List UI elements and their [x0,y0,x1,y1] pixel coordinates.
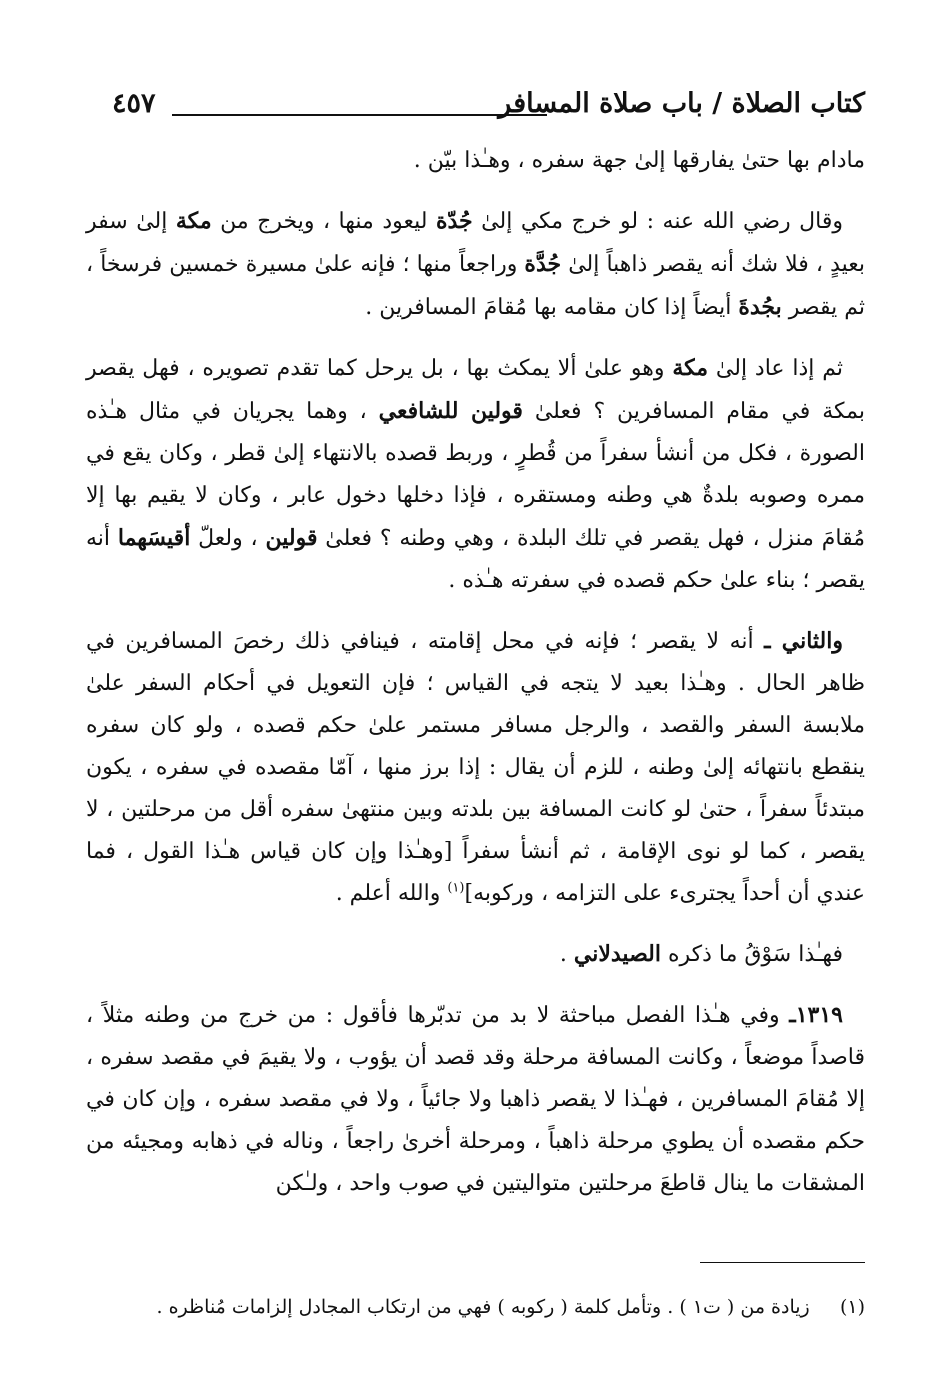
text-run: . [559,942,574,967]
paragraph-5 [86,933,865,976]
header-title: كتاب الصلاة / باب صلاة المسافر [498,88,865,119]
bold-term: مكة [175,208,212,234]
bold-term: بجُدةَ [738,294,782,320]
text-run: ليعود منها ، ويخرج من [211,209,436,234]
paragraph-1 [86,140,865,182]
bold-term: جُدَّة [524,251,562,277]
running-header [112,88,865,128]
paragraph-6 [86,994,865,1205]
text-run: وفي هـٰذا الفصل مباحثة لا بد من تدبّرها فأقول : من خرج من وطنه مثلاً ، قاصداً موضعاً ، وكانت المسافة مرحلة وقد قصد أن يؤوب ، ولا يقيمَ في مقصد سفره ، إلا مُقامَ المسافرين ، فهـٰذا لا يقصر ذاهبا ولا جائياً ، ولا في مقصد سفره ، وإن كان في حكم مقصده أن يطوي مرحلة ذاهباً ، ومرحلة أخرىٰ راجعاً ، وناله في ذهابه ومجيئه من المشقات ما ينال قاطعَ مرحلتين متواليتين في صوب واحد ، ولـٰكن [86,1003,865,1196]
text-run: أنه لا يقصر ؛ فإنه في محل إقامته ، فينافي ذلك رخصَ المسافرين في ظاهر الحال . وهـٰذا بعيد لا يتجه في القياس ؛ فإن التعويل في أحكام السفر علىٰ ملابسة السفر والقصد ، والرجل مسافر مستمر علىٰ حكم قصده ، ولو كان سفره ينقطع بانتهائه إلىٰ وطنه ، للزم أن يقال : إذا برز منها ، آمّا مقصده في سفره ، يكون مبتدئاً سفراً ، حتىٰ لو كانت المسافة بين بلدته وبين منتهىٰ سفره أقل من مرحلتين ، لا يقصر ، كما لو نوى الإقامة ، ثم أنشأ سفراً [وهـٰذا وإن كان قياس هـٰذا القول ، فما عندي أن أحداً يجترىء على التزامه ، وركوبه] [86,629,865,906]
text-run: مادام بها حتىٰ يفارقها إلىٰ جهة سفره ، وهـٰذا بيّن . [413,148,865,173]
text-run: أيضاً إذا كان مقامه بها مُقامَ المسافرين . [365,295,739,320]
text-run: ثم إذا عاد إلىٰ [708,356,843,381]
bold-term: مكة [672,355,709,381]
text-run: وقال رضي الله عنه : لو خرج مكي إلىٰ [472,209,843,234]
text-run: إلىٰ سفر بعيدٍ ، فلا شك أنه يقصر ذاهباً إلىٰ [86,209,866,277]
text-run: والله أعلم . [335,881,448,906]
paragraph-gap [86,182,865,200]
footnote-text: زيادة من ( ت١ ) . وتأمل كلمة ( ركوبه ) فهي من ارتكاب المجادل إلزامات مُناظره . [156,1296,810,1318]
paragraph-gap [86,602,865,620]
footnote-ref: (١) [447,880,465,896]
paragraph-gap [86,976,865,994]
text-run: فهـٰذا سَوْقُ ما ذكره [660,942,843,967]
bold-term: والثاني ـ [764,628,843,654]
bold-term: قولين للشافعي [378,398,523,424]
text-run: ، ولعلّ [190,526,266,551]
text-run: ، وهما يجريان في مثال هـٰذه الصورة ، فكل من أنشأ سفراً من قُطرٍ ، وربط قصده بالانتهاء إلىٰ قطر ، وكان يقع في ممره وصوبه بلدةٌ هي وطنه ومستقره ، فإذا دخلها دخول عابر ، وكان لا يقيم بها إلا مُقامَ منزل ، فهل يقصر في تلك البلدة ، وهي وطنه ؟ فعلىٰ [86,399,866,551]
main-text [86,140,865,1205]
bold-term: الصيدلاني [573,941,661,967]
paragraph-2 [86,200,865,329]
footnote-separator [700,1262,865,1263]
footnote-number: (١) [839,1296,865,1318]
text-run: وراجعاً منها ؛ فإنه علىٰ مسيرة خمسين فرسخاً ، ثم يقصر [86,252,865,320]
text-run: وهو علىٰ ألا يمكث بها ، بل يرحل كما تقدم تصويره ، فهل يقصر بمكة في مقام المسافرين ؟ فعلىٰ [86,356,865,424]
bold-term: أقيسَهما [117,525,191,551]
paragraph-gap [86,915,865,933]
paragraph-3 [86,347,865,602]
text-run: أنه يقصر ؛ بناء علىٰ حكم قصده في سفرته هـٰذه . [86,526,865,593]
footnote [86,1292,865,1322]
bold-term: ١٣١٩ـ [789,1002,843,1028]
bold-term: قولين [265,525,318,551]
page-number: ٤٥٧ [112,88,156,119]
header-rule [172,114,547,116]
paragraph-gap [86,329,865,347]
paragraph-4 [86,620,865,915]
bold-term: جُدّة [435,208,473,234]
